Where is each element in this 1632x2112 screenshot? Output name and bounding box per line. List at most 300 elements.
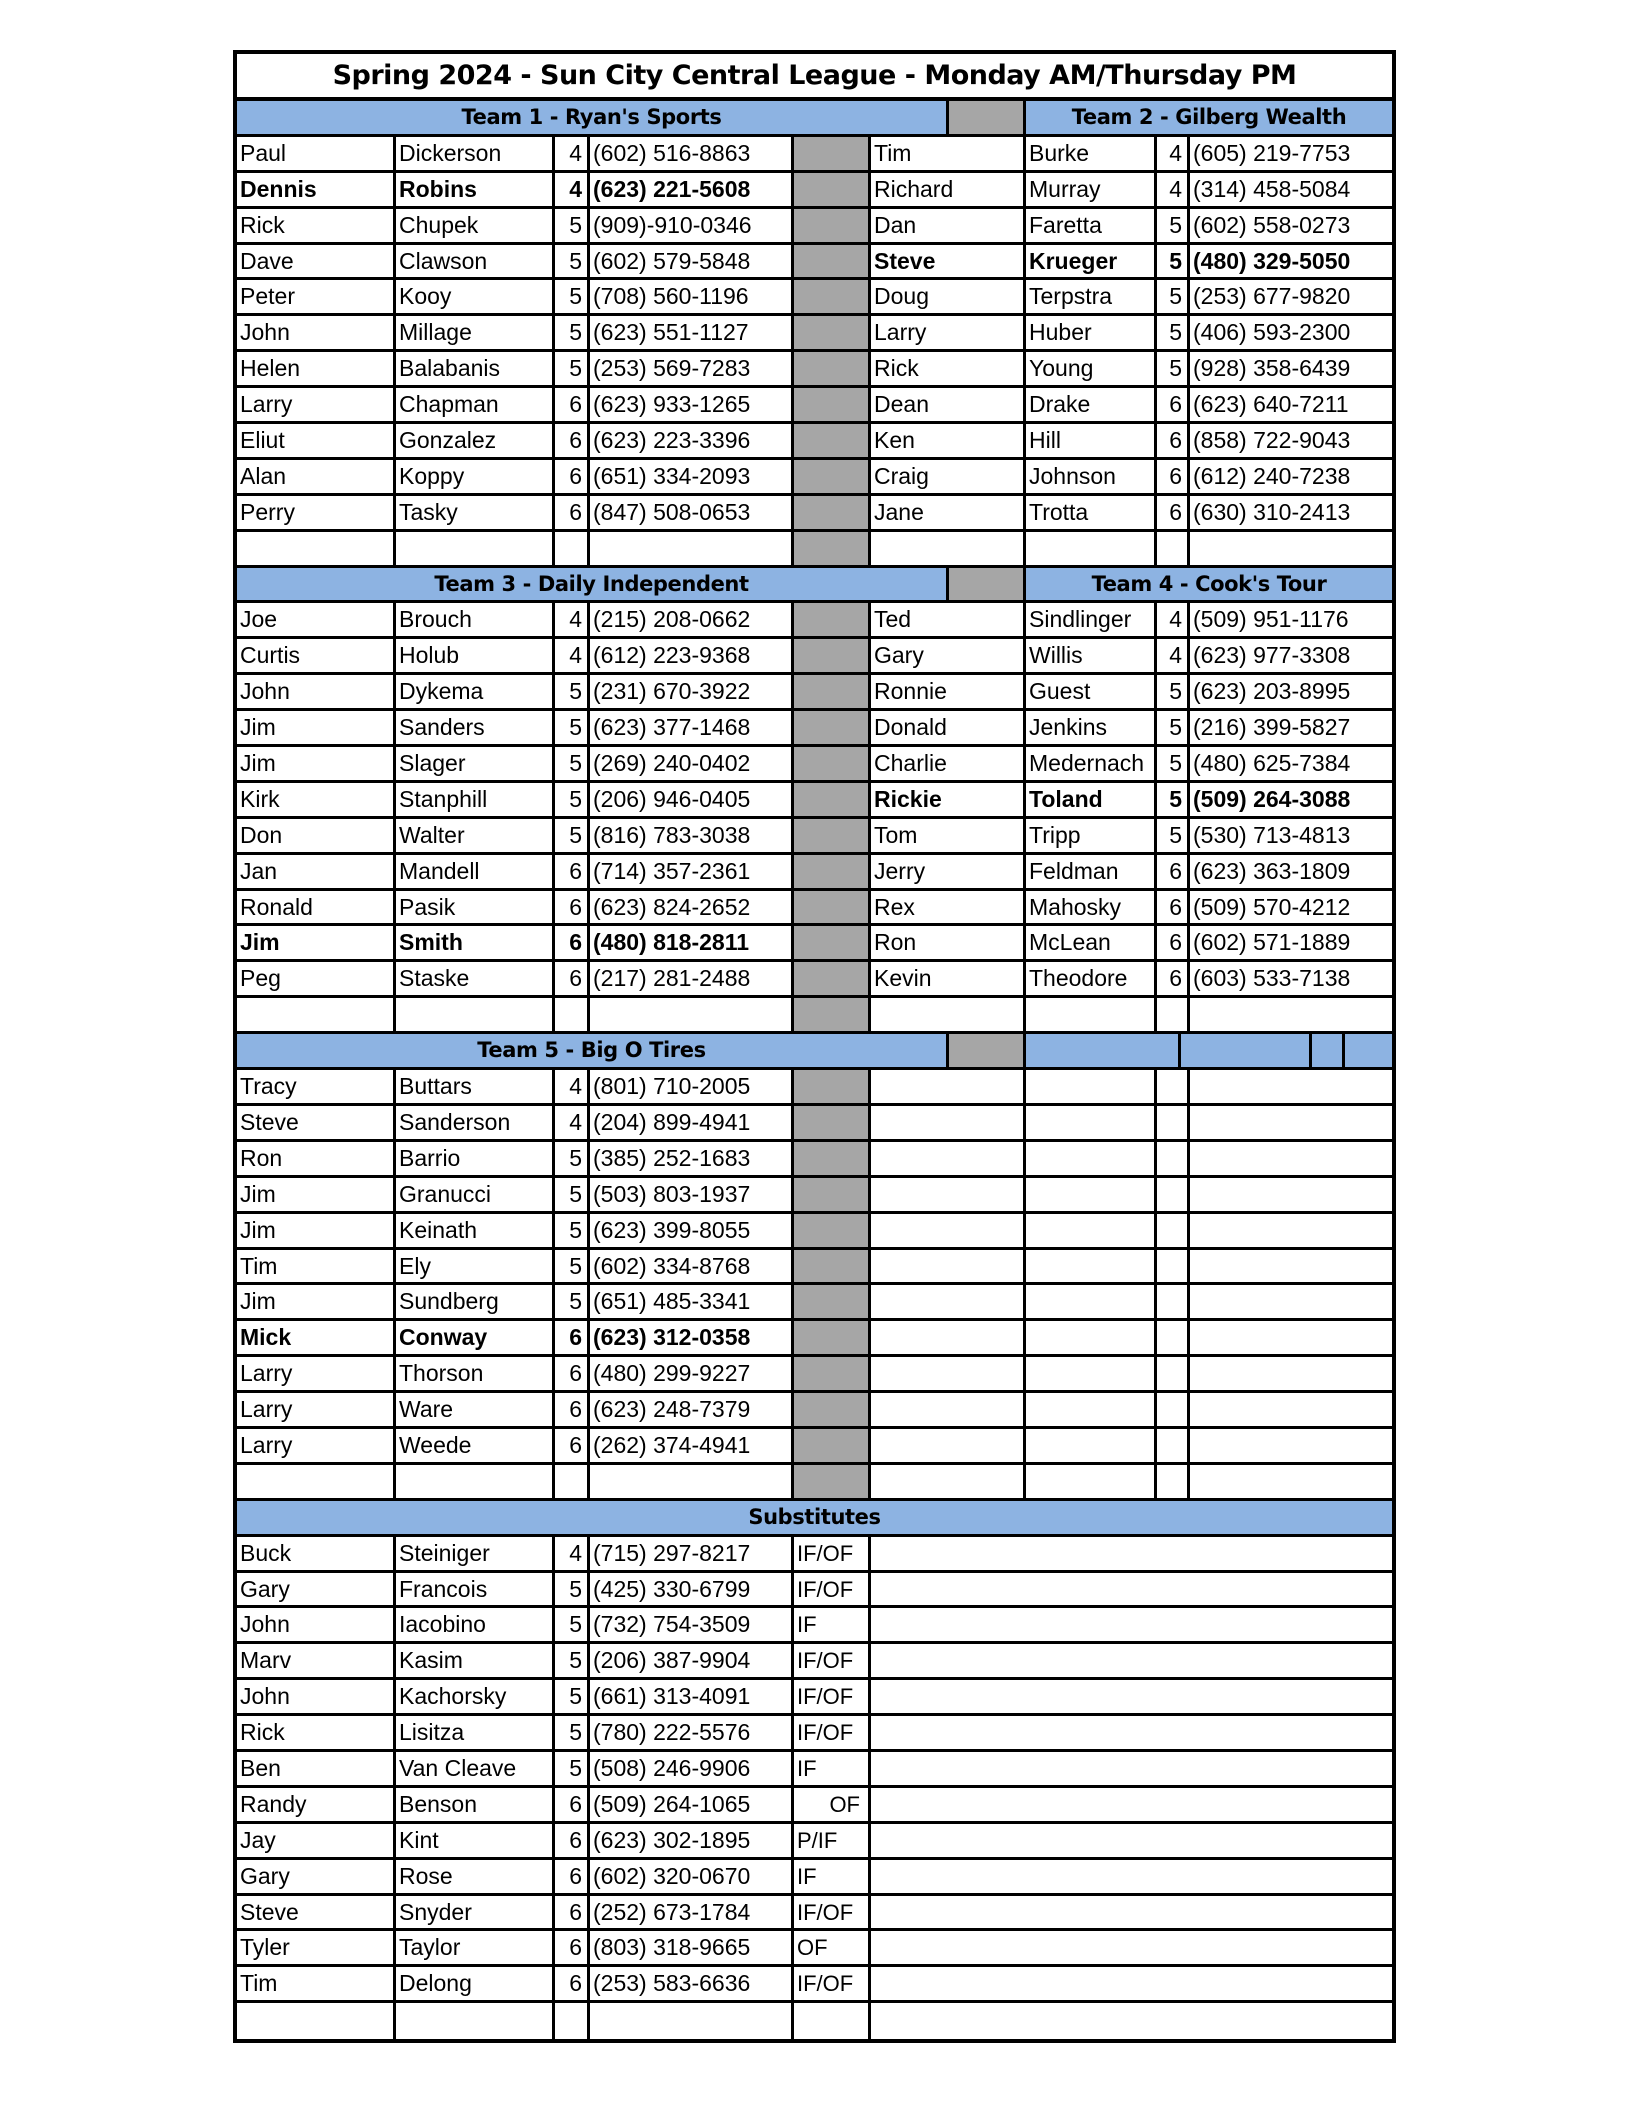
- first-name: Gary: [871, 639, 1026, 672]
- first-name: John: [237, 316, 396, 349]
- last-name: Keinath: [396, 1214, 555, 1247]
- first-name: Tim: [237, 1250, 396, 1283]
- notes-cell: [871, 2003, 1392, 2039]
- first-name: Dean: [871, 388, 1026, 421]
- first-name: Jay: [237, 1824, 396, 1857]
- phone-number: (603) 533-7138: [1193, 965, 1351, 992]
- player-row: [237, 1357, 1392, 1393]
- divider-column: [794, 603, 871, 636]
- skill-level: 5: [555, 1214, 590, 1247]
- first-name: [871, 1393, 1026, 1426]
- skill-level: 6: [555, 1321, 590, 1354]
- phone-number: [590, 532, 794, 565]
- last-name: [396, 532, 555, 565]
- skill-level: 4: [555, 1070, 590, 1103]
- skill-level: [1157, 1285, 1190, 1318]
- first-name: Curtis: [237, 639, 396, 672]
- phone-number: (623) 640-7211: [1193, 391, 1349, 418]
- phone-number: (623) 302-1895: [590, 1824, 794, 1857]
- last-name: Chapman: [396, 388, 555, 421]
- player-row: [237, 639, 1392, 675]
- skill-level: 4: [555, 137, 590, 170]
- first-name: Ron: [871, 926, 1026, 959]
- skill-level: 6: [555, 891, 590, 924]
- last-name: Lisitza: [396, 1716, 555, 1749]
- last-name: Van Cleave: [396, 1752, 555, 1785]
- phone-number: (780) 222-5576: [590, 1716, 794, 1749]
- last-name: Kint: [396, 1824, 555, 1857]
- phone-number: (858) 722-9043: [1193, 427, 1351, 454]
- position: [794, 2003, 871, 2039]
- notes-cell: [871, 1824, 1392, 1857]
- divider-column: [794, 1214, 871, 1247]
- last-name: Balabanis: [396, 352, 555, 385]
- last-name: Dykema: [396, 675, 555, 708]
- phone-number: (602) 571-1889: [1193, 929, 1351, 956]
- first-name: Jim: [237, 1178, 396, 1211]
- player-row: [237, 460, 1392, 496]
- last-name: Taylor: [396, 1931, 555, 1964]
- first-name: Ben: [237, 1752, 396, 1785]
- last-name: Medernach: [1026, 747, 1157, 780]
- skill-level: 6: [555, 926, 590, 959]
- divider-column: [794, 352, 871, 385]
- skill-level: 6: [1157, 926, 1190, 959]
- skill-level: 5: [555, 675, 590, 708]
- skill-level: [1157, 1250, 1190, 1283]
- player-row: [237, 819, 1392, 855]
- divider-column: [794, 1393, 871, 1426]
- divider-column: [794, 1357, 871, 1390]
- player-row: [237, 1429, 1392, 1465]
- skill-level: 6: [555, 388, 590, 421]
- first-name: [871, 998, 1026, 1031]
- substitute-row: [237, 1788, 1392, 1824]
- skill-level: [1157, 1321, 1190, 1354]
- skill-level: [555, 532, 590, 565]
- player-row: [237, 603, 1392, 639]
- phone-number: (509) 951-1176: [1193, 606, 1349, 633]
- skill-level: 5: [555, 1716, 590, 1749]
- divider-column: [794, 962, 871, 995]
- first-name: Dennis: [237, 173, 396, 206]
- phone-number: [1190, 1285, 1392, 1318]
- empty-header-cell: [1026, 1034, 1181, 1067]
- last-name: Kooy: [396, 280, 555, 313]
- phone-number: (801) 710-2005: [590, 1070, 794, 1103]
- skill-level: [1157, 1142, 1190, 1175]
- phone-number: (661) 313-4091: [590, 1680, 794, 1713]
- notes-cell: [871, 1573, 1392, 1606]
- skill-level: 4: [555, 1106, 590, 1139]
- notes-cell: [871, 1860, 1392, 1893]
- first-name: Randy: [237, 1788, 396, 1821]
- skill-level: 4: [1157, 173, 1190, 206]
- phone-number: (602) 579-5848: [590, 245, 794, 278]
- last-name: McLean: [1026, 926, 1157, 959]
- first-name: Steve: [871, 245, 1026, 278]
- last-name: Sanders: [396, 711, 555, 744]
- skill-level: 6: [1157, 891, 1190, 924]
- first-name: Rick: [237, 209, 396, 242]
- last-name: Johnson: [1026, 460, 1157, 493]
- player-row: [237, 173, 1392, 209]
- first-name: [871, 1429, 1026, 1462]
- divider-column: [794, 316, 871, 349]
- first-name: [237, 1465, 396, 1498]
- divider-column: [794, 1178, 871, 1211]
- last-name: Jenkins: [1026, 711, 1157, 744]
- notes-cell: [871, 1644, 1392, 1677]
- skill-level: 5: [555, 352, 590, 385]
- position: OF: [794, 1931, 871, 1964]
- substitutes-header: Substitutes: [237, 1501, 1392, 1534]
- last-name: Toland: [1026, 783, 1157, 816]
- first-name: Larry: [871, 316, 1026, 349]
- last-name: Sundberg: [396, 1285, 555, 1318]
- last-name: Chupek: [396, 209, 555, 242]
- phone-number: [1190, 1250, 1392, 1283]
- skill-level: 6: [555, 1860, 590, 1893]
- player-row: [237, 711, 1392, 747]
- position: IF/OF: [794, 1573, 871, 1606]
- skill-level: 6: [555, 424, 590, 457]
- phone-number: [1190, 1429, 1392, 1462]
- skill-level: 6: [555, 962, 590, 995]
- last-name: [1026, 1465, 1157, 1498]
- divider-column: [794, 173, 871, 206]
- first-name: Perry: [237, 496, 396, 529]
- phone-number: (630) 310-2413: [1193, 498, 1351, 525]
- substitute-row: [237, 1896, 1392, 1932]
- first-name: Helen: [237, 352, 396, 385]
- last-name: Terpstra: [1026, 280, 1157, 313]
- last-name: Faretta: [1026, 209, 1157, 242]
- skill-level: 5: [1157, 819, 1190, 852]
- phone-number: (623) 221-5608: [590, 173, 794, 206]
- first-name: Buck: [237, 1537, 396, 1570]
- phone-number: (602) 558-0273: [1193, 211, 1351, 238]
- first-name: [871, 1178, 1026, 1211]
- phone-number: [1190, 1106, 1392, 1139]
- phone-number: (602) 320-0670: [590, 1860, 794, 1893]
- phone-number: (623) 203-8995: [1193, 678, 1351, 705]
- substitute-row: [237, 1967, 1392, 2003]
- phone-number: (602) 516-8863: [590, 137, 794, 170]
- skill-level: 4: [555, 639, 590, 672]
- skill-level: 5: [1157, 209, 1190, 242]
- phone-number: [1190, 1393, 1392, 1426]
- first-name: Jerry: [871, 855, 1026, 888]
- divider-column: [794, 209, 871, 242]
- phone-number: (651) 485-3341: [590, 1285, 794, 1318]
- last-name: [1026, 1321, 1157, 1354]
- divider-column: [794, 1285, 871, 1318]
- skill-level: 5: [555, 1178, 590, 1211]
- player-row: [237, 1142, 1392, 1178]
- phone-number: (216) 399-5827: [1193, 714, 1351, 741]
- phone-number: (714) 357-2361: [590, 855, 794, 888]
- position: IF: [794, 1608, 871, 1641]
- phone-number: [1190, 998, 1392, 1031]
- skill-level: 5: [555, 209, 590, 242]
- skill-level: 6: [1157, 424, 1190, 457]
- first-name: Paul: [237, 137, 396, 170]
- last-name: Stanphill: [396, 783, 555, 816]
- first-name: Rick: [237, 1716, 396, 1749]
- skill-level: 6: [555, 1393, 590, 1426]
- roster-rows: [237, 101, 1392, 2039]
- last-name: [396, 1465, 555, 1498]
- last-name: Tasky: [396, 496, 555, 529]
- first-name: Steve: [237, 1896, 396, 1929]
- first-name: [871, 1465, 1026, 1498]
- phone-number: (508) 246-9906: [590, 1752, 794, 1785]
- position: IF/OF: [794, 1644, 871, 1677]
- first-name: Larry: [237, 1357, 396, 1390]
- skill-level: 4: [1157, 603, 1190, 636]
- skill-level: 5: [1157, 352, 1190, 385]
- phone-number: [1190, 1214, 1392, 1247]
- player-row: [237, 783, 1392, 819]
- last-name: Millage: [396, 316, 555, 349]
- skill-level: 6: [555, 460, 590, 493]
- last-name: Ely: [396, 1250, 555, 1283]
- first-name: [871, 1285, 1026, 1318]
- notes-cell: [871, 1537, 1392, 1570]
- empty-header-cell: [1345, 1034, 1392, 1067]
- skill-level: [1157, 998, 1190, 1031]
- phone-number: (623) 223-3396: [590, 424, 794, 457]
- last-name: Mahosky: [1026, 891, 1157, 924]
- phone-number: (715) 297-8217: [590, 1537, 794, 1570]
- first-name: Larry: [237, 1429, 396, 1462]
- phone-number: (623) 977-3308: [1193, 642, 1351, 669]
- last-name: Ware: [396, 1393, 555, 1426]
- skill-level: 6: [1157, 855, 1190, 888]
- team-header-row: [237, 568, 1392, 604]
- last-name: Young: [1026, 352, 1157, 385]
- last-name: Dickerson: [396, 137, 555, 170]
- skill-level: [1157, 1429, 1190, 1462]
- divider-column: [794, 1106, 871, 1139]
- first-name: John: [237, 1680, 396, 1713]
- skill-level: 6: [555, 1931, 590, 1964]
- last-name: Feldman: [1026, 855, 1157, 888]
- first-name: Ron: [237, 1142, 396, 1175]
- last-name: [1026, 1142, 1157, 1175]
- phone-number: [1190, 1178, 1392, 1211]
- last-name: Krueger: [1026, 245, 1157, 278]
- last-name: Hill: [1026, 424, 1157, 457]
- phone-number: (314) 458-5084: [1193, 175, 1351, 202]
- divider-column: [949, 101, 1026, 134]
- skill-level: [555, 1465, 590, 1498]
- first-name: Larry: [237, 388, 396, 421]
- phone-number: [1190, 1142, 1392, 1175]
- last-name: Sindlinger: [1026, 603, 1157, 636]
- divider-column: [794, 1142, 871, 1175]
- skill-level: 6: [555, 855, 590, 888]
- divider-column: [794, 1429, 871, 1462]
- player-row: [237, 1070, 1392, 1106]
- first-name: Jim: [237, 1214, 396, 1247]
- skill-level: 6: [555, 1824, 590, 1857]
- last-name: [1026, 1429, 1157, 1462]
- last-name: [1026, 1393, 1157, 1426]
- skill-level: 5: [1157, 783, 1190, 816]
- skill-level: 4: [555, 1537, 590, 1570]
- notes-cell: [871, 1716, 1392, 1749]
- first-name: Jane: [871, 496, 1026, 529]
- phone-number: (503) 803-1937: [590, 1178, 794, 1211]
- last-name: Rose: [396, 1860, 555, 1893]
- substitutes-header-row: [237, 1501, 1392, 1537]
- first-name: Jim: [237, 711, 396, 744]
- phone-number: (480) 299-9227: [590, 1357, 794, 1390]
- phone-number: (847) 508-0653: [590, 496, 794, 529]
- last-name: [1026, 1070, 1157, 1103]
- position: IF/OF: [794, 1716, 871, 1749]
- skill-level: 4: [555, 603, 590, 636]
- last-name: Kachorsky: [396, 1680, 555, 1713]
- player-row: [237, 855, 1392, 891]
- player-row: [237, 998, 1392, 1034]
- skill-level: 5: [555, 711, 590, 744]
- player-row: [237, 962, 1392, 998]
- last-name: Steiniger: [396, 1537, 555, 1570]
- position: IF/OF: [794, 1967, 871, 2000]
- first-name: Tom: [871, 819, 1026, 852]
- skill-level: 5: [555, 1285, 590, 1318]
- notes-cell: [871, 1931, 1392, 1964]
- first-name: [871, 532, 1026, 565]
- last-name: Robins: [396, 173, 555, 206]
- last-name: [1026, 998, 1157, 1031]
- player-row: [237, 137, 1392, 173]
- divider-column: [794, 747, 871, 780]
- skill-level: 5: [1157, 280, 1190, 313]
- phone-number: (253) 677-9820: [1193, 283, 1351, 310]
- skill-level: 5: [555, 1250, 590, 1283]
- first-name: Larry: [237, 1393, 396, 1426]
- first-name: [871, 1142, 1026, 1175]
- last-name: [1026, 1250, 1157, 1283]
- substitute-row: [237, 1680, 1392, 1716]
- player-row: [237, 926, 1392, 962]
- team-header: Team 5 - Big O Tires: [237, 1034, 949, 1067]
- phone-number: (509) 264-3088: [1193, 785, 1351, 812]
- skill-level: [555, 2003, 590, 2039]
- phone-number: (204) 899-4941: [590, 1106, 794, 1139]
- divider-column: [794, 783, 871, 816]
- first-name: [871, 1321, 1026, 1354]
- skill-level: [555, 998, 590, 1031]
- skill-level: 5: [555, 1608, 590, 1641]
- first-name: Gary: [237, 1860, 396, 1893]
- phone-number: [590, 998, 794, 1031]
- first-name: [871, 1250, 1026, 1283]
- skill-level: 5: [555, 1644, 590, 1677]
- skill-level: 5: [1157, 747, 1190, 780]
- phone-number: (253) 569-7283: [590, 352, 794, 385]
- notes-cell: [871, 1752, 1392, 1785]
- phone-number: (651) 334-2093: [590, 460, 794, 493]
- phone-number: (480) 818-2811: [590, 926, 794, 959]
- player-row: [237, 891, 1392, 927]
- last-name: [1026, 1357, 1157, 1390]
- last-name: Kasim: [396, 1644, 555, 1677]
- phone-number: (269) 240-0402: [590, 747, 794, 780]
- skill-level: 5: [1157, 245, 1190, 278]
- skill-level: 5: [555, 1142, 590, 1175]
- last-name: Iacobino: [396, 1608, 555, 1641]
- phone-number: (262) 374-4941: [590, 1429, 794, 1462]
- divider-column: [794, 388, 871, 421]
- first-name: Richard: [871, 173, 1026, 206]
- last-name: Conway: [396, 1321, 555, 1354]
- skill-level: 6: [555, 1429, 590, 1462]
- first-name: Kirk: [237, 783, 396, 816]
- first-name: Steve: [237, 1106, 396, 1139]
- first-name: Rick: [871, 352, 1026, 385]
- phone-number: (252) 673-1784: [590, 1896, 794, 1929]
- phone-number: (623) 248-7379: [590, 1393, 794, 1426]
- player-row: [237, 424, 1392, 460]
- phone-number: [1190, 1357, 1392, 1390]
- last-name: Delong: [396, 1967, 555, 2000]
- first-name: Tracy: [237, 1070, 396, 1103]
- last-name: Guest: [1026, 675, 1157, 708]
- notes-cell: [871, 1608, 1392, 1641]
- skill-level: 5: [555, 1680, 590, 1713]
- player-row: [237, 1250, 1392, 1286]
- last-name: [1026, 1106, 1157, 1139]
- divider-column: [794, 1465, 871, 1498]
- phone-number: (605) 219-7753: [1193, 139, 1351, 166]
- phone-number: (623) 312-0358: [590, 1321, 794, 1354]
- first-name: Rickie: [871, 783, 1026, 816]
- phone-number: (530) 713-4813: [1193, 821, 1351, 848]
- skill-level: 6: [1157, 388, 1190, 421]
- phone-number: [1190, 1465, 1392, 1498]
- first-name: [871, 1106, 1026, 1139]
- skill-level: 5: [555, 819, 590, 852]
- notes-cell: [871, 1967, 1392, 2000]
- last-name: Trotta: [1026, 496, 1157, 529]
- skill-level: 5: [555, 316, 590, 349]
- player-row: [237, 1285, 1392, 1321]
- skill-level: 5: [555, 747, 590, 780]
- team-header: Team 3 - Daily Independent: [237, 568, 949, 601]
- last-name: Pasik: [396, 891, 555, 924]
- skill-level: 6: [555, 1357, 590, 1390]
- first-name: Jim: [237, 926, 396, 959]
- substitute-row: [237, 1824, 1392, 1860]
- position: IF: [794, 1860, 871, 1893]
- divider-column: [794, 639, 871, 672]
- last-name: Murray: [1026, 173, 1157, 206]
- last-name: Theodore: [1026, 962, 1157, 995]
- last-name: [1026, 532, 1157, 565]
- last-name: [396, 998, 555, 1031]
- phone-number: (909)-910-0346: [590, 209, 794, 242]
- skill-level: 4: [1157, 137, 1190, 170]
- divider-column: [794, 819, 871, 852]
- divider-column: [794, 496, 871, 529]
- last-name: Clawson: [396, 245, 555, 278]
- last-name: Barrio: [396, 1142, 555, 1175]
